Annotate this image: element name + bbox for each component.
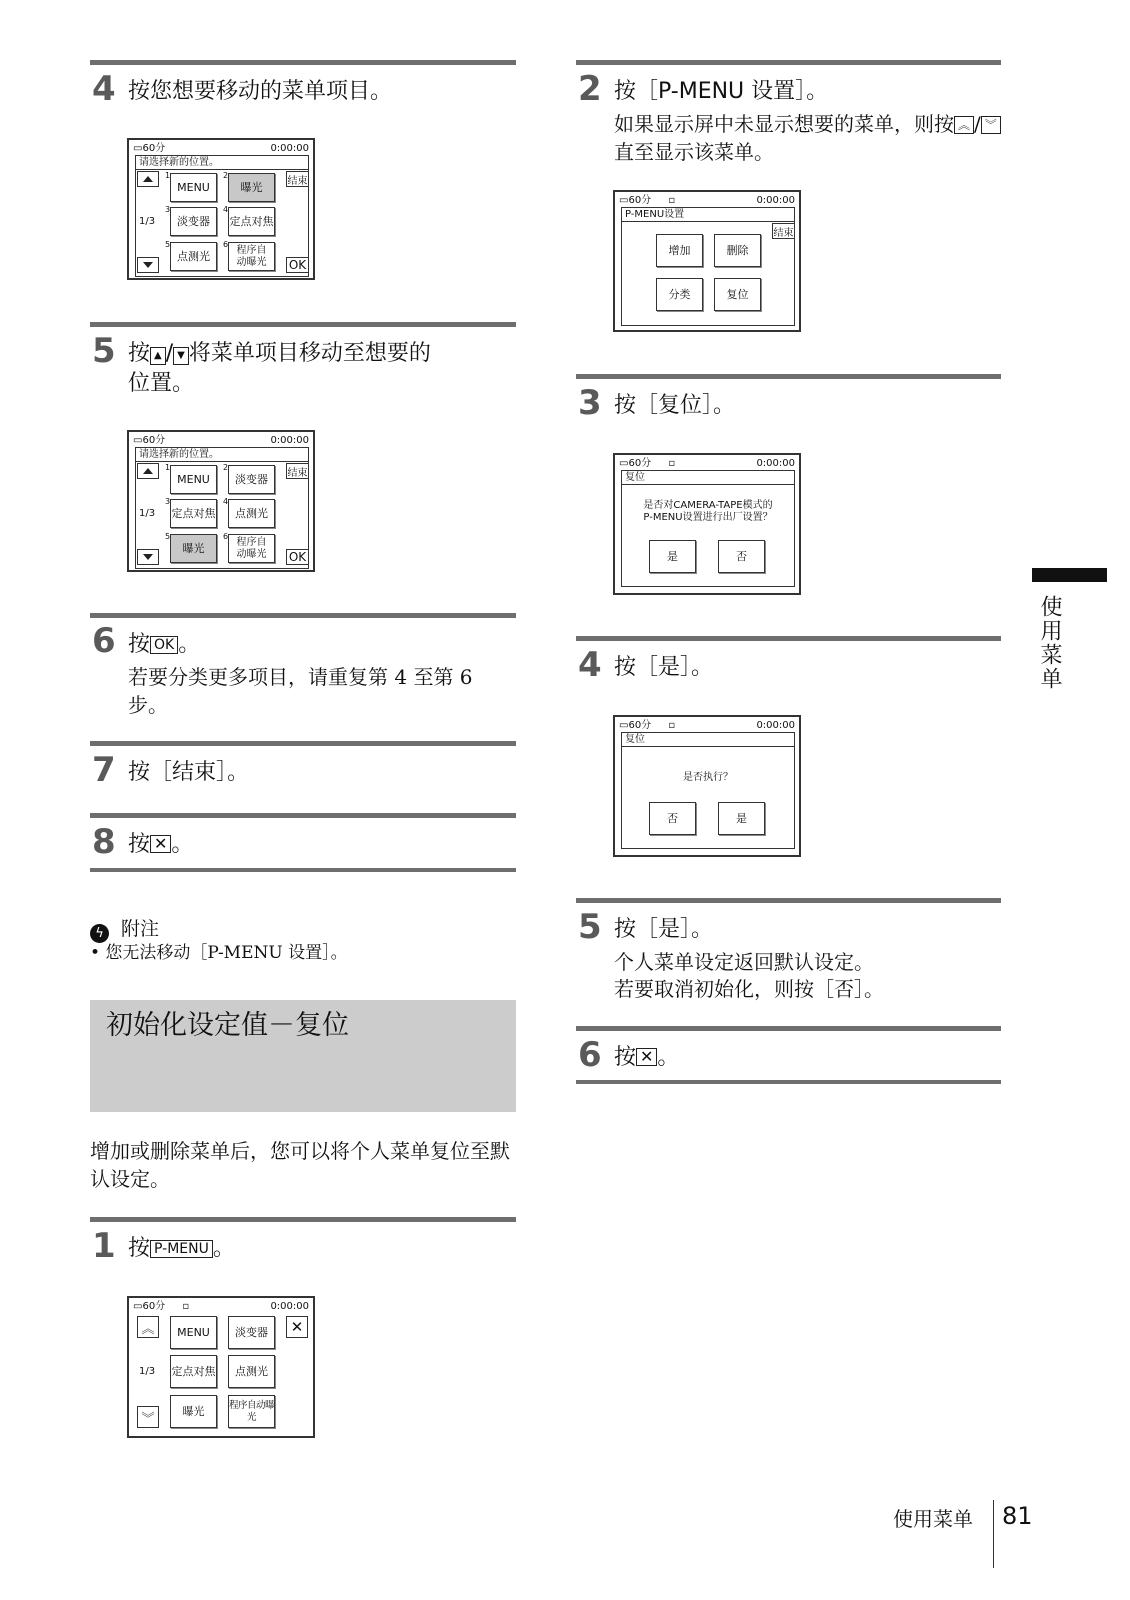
page-indicator: 1/3 bbox=[139, 1366, 156, 1377]
yes-button[interactable]: 是 bbox=[718, 802, 765, 835]
tape-icon: ▫ bbox=[668, 458, 676, 469]
step-number: 3 bbox=[578, 383, 602, 423]
step-divider bbox=[90, 60, 516, 65]
close-key-icon: ✕ bbox=[150, 835, 171, 853]
confirm-message: 是否对CAMERA-TAPE模式的 P-MENU设置进行出厂设置？ bbox=[643, 500, 773, 523]
note-item: • 您无法移动［P-MENU 设置］。 bbox=[90, 943, 348, 963]
battery-status: ▭60分 ▫ bbox=[133, 1301, 190, 1312]
lcd-screen-moved-item: ▭60分 0:00:00 请选择新的位置。 1/3 结束 OK 1 2 3 4 5 6 MENU 淡变器 定点对焦 点测光 曝光 程序自动曝光 bbox=[127, 430, 315, 572]
step-divider bbox=[576, 1026, 1001, 1031]
step-divider bbox=[90, 813, 516, 818]
step-body: 若要取消初始化，则按［否］。 bbox=[614, 977, 884, 1001]
ok-key: OK bbox=[150, 636, 178, 654]
lcd-screen-reset-confirm bbox=[613, 453, 801, 595]
arrow-down-icon bbox=[143, 554, 153, 560]
note-heading: ϟ 附注 bbox=[90, 917, 159, 943]
down-key: ▼ bbox=[173, 347, 189, 365]
step-heading: 按 ✕ 。 bbox=[128, 832, 194, 857]
end-button[interactable]: 结束 bbox=[772, 223, 795, 239]
ok-button[interactable]: OK bbox=[286, 257, 309, 273]
page-number: 81 bbox=[1002, 1502, 1033, 1530]
arrow-down-icon bbox=[143, 262, 153, 268]
step-number: 6 bbox=[578, 1035, 602, 1075]
menu-item-button[interactable]: 点测光 bbox=[228, 1355, 275, 1388]
panel-title: 复位 bbox=[625, 734, 645, 745]
step-heading-line2: 位置。 bbox=[128, 371, 195, 396]
menu-item-button-selected[interactable]: 曝光 bbox=[170, 534, 217, 563]
tape-icon: ▫ bbox=[668, 195, 676, 206]
page-up-button[interactable] bbox=[137, 1316, 159, 1338]
menu-item-button[interactable]: MENU bbox=[170, 1316, 217, 1349]
chapter-label: 使用菜单 bbox=[1037, 595, 1062, 691]
yes-button[interactable]: 是 bbox=[649, 540, 696, 573]
sort-button[interactable]: 分类 bbox=[656, 278, 703, 311]
end-button[interactable]: 结束 bbox=[286, 463, 309, 479]
scroll-down-button[interactable] bbox=[137, 549, 159, 565]
step-number: 4 bbox=[92, 69, 116, 109]
page-indicator: 1/3 bbox=[139, 508, 156, 519]
menu-item-button[interactable]: MENU bbox=[170, 465, 217, 494]
arrow-up-icon bbox=[143, 176, 153, 182]
menu-item-button[interactable]: 定点对焦 bbox=[228, 207, 275, 236]
step-heading: 按［是］。 bbox=[614, 917, 714, 942]
step-number: 6 bbox=[92, 621, 116, 661]
footer-divider bbox=[993, 1500, 994, 1568]
step-heading: 按［结束］。 bbox=[128, 760, 250, 785]
lcd-screen-execute-confirm bbox=[613, 715, 801, 857]
timecode: 0:00:00 bbox=[756, 195, 795, 206]
menu-item-button[interactable]: 淡变器 bbox=[228, 1316, 275, 1349]
timecode: 0:00:00 bbox=[756, 458, 795, 469]
battery-status: ▭60分 bbox=[133, 143, 166, 154]
timecode: 0:00:00 bbox=[270, 1301, 309, 1312]
page-down-button[interactable] bbox=[137, 1406, 159, 1428]
section-intro: 增加或删除菜单后，您可以将个人菜单复位至默认设定。 bbox=[90, 1139, 510, 1191]
step-heading: 按 OK 。 bbox=[128, 632, 201, 657]
step-divider bbox=[90, 741, 516, 746]
reset-panel bbox=[621, 732, 795, 849]
menu-item-button[interactable]: MENU bbox=[170, 173, 217, 202]
end-button[interactable]: 结束 bbox=[286, 171, 309, 187]
panel-title: P-MENU设置 bbox=[625, 209, 685, 220]
step-divider bbox=[576, 898, 1001, 903]
double-chevron-down-key-icon: ︾ bbox=[981, 116, 1001, 134]
step-number: 5 bbox=[92, 331, 116, 371]
step-number: 1 bbox=[92, 1226, 116, 1266]
menu-item-button[interactable]: 程序自动曝光 bbox=[228, 534, 275, 563]
menu-item-button-selected[interactable]: 曝光 bbox=[228, 173, 275, 202]
panel-title: 请选择新的位置。 bbox=[139, 449, 219, 460]
battery-status: ▭60分 bbox=[133, 435, 166, 446]
page-indicator: 1/3 bbox=[139, 216, 156, 227]
step-body: 如果显示屏中未显示想要的菜单，则按 ︽ / ︾直至显示该菜单。 bbox=[614, 110, 1006, 166]
scroll-down-button[interactable] bbox=[137, 257, 159, 273]
close-button[interactable] bbox=[286, 1316, 308, 1338]
section-header-box bbox=[90, 1000, 516, 1112]
double-chevron-up-icon: ︽ bbox=[141, 1321, 155, 1337]
tape-icon: ▫ bbox=[668, 720, 676, 731]
step-divider bbox=[90, 613, 516, 618]
menu-panel bbox=[135, 447, 309, 569]
step-number: 8 bbox=[92, 822, 116, 862]
menu-item-button[interactable]: 定点对焦 bbox=[170, 1355, 217, 1388]
step-heading: 按［复位］。 bbox=[614, 393, 736, 418]
step-divider bbox=[576, 636, 1001, 641]
lcd-screen-p-menu-settings bbox=[613, 190, 801, 332]
ok-button[interactable]: OK bbox=[286, 549, 309, 565]
step-divider bbox=[90, 322, 516, 327]
timecode: 0:00:00 bbox=[270, 435, 309, 446]
chapter-tab-marker bbox=[1032, 568, 1107, 582]
menu-item-button[interactable]: 淡变器 bbox=[228, 465, 275, 494]
step-heading: 按 ▲ / ▼ 将菜单项目移动至想要的 bbox=[128, 341, 431, 366]
up-key: ▲ bbox=[150, 347, 166, 365]
step-heading: 按［P-MENU 设置］。 bbox=[614, 79, 829, 104]
note-icon: ϟ bbox=[90, 924, 109, 943]
section-title: 初始化设定值－复位 bbox=[106, 1010, 349, 1041]
scroll-up-button[interactable] bbox=[137, 463, 159, 479]
menu-item-button[interactable]: 点测光 bbox=[228, 499, 275, 528]
battery-status: ▭60分 ▫ bbox=[619, 195, 676, 206]
step-number: 4 bbox=[578, 645, 602, 685]
battery-status: ▭60分 ▫ bbox=[619, 720, 676, 731]
menu-item-button[interactable]: 定点对焦 bbox=[170, 499, 217, 528]
step-heading: 按［是］。 bbox=[614, 655, 714, 680]
battery-status: ▭60分 ▫ bbox=[619, 458, 676, 469]
delete-button[interactable]: 删除 bbox=[714, 234, 761, 267]
step-body: 个人菜单设定返回默认设定。 bbox=[614, 950, 874, 974]
menu-item-button[interactable]: 点测光 bbox=[170, 242, 217, 271]
menu-item-button[interactable]: 程序自动曝光 bbox=[228, 1395, 275, 1428]
no-button[interactable]: 否 bbox=[649, 802, 696, 835]
step-number: 7 bbox=[92, 750, 116, 790]
lcd-screen-p-menu bbox=[127, 1296, 315, 1438]
step-divider bbox=[576, 60, 1001, 65]
step-heading: 按 ✕ 。 bbox=[614, 1045, 680, 1070]
step-body: 若要分类更多项目，请重复第 4 至第 6 步。 bbox=[128, 665, 473, 717]
step-heading: 按 P-MENU 。 bbox=[128, 1236, 235, 1261]
timecode: 0:00:00 bbox=[270, 143, 309, 154]
close-key-icon: ✕ bbox=[636, 1048, 657, 1066]
step-divider bbox=[90, 1217, 516, 1222]
confirm-message: 是否执行？ bbox=[683, 772, 733, 783]
reset-button[interactable]: 复位 bbox=[714, 278, 761, 311]
menu-panel bbox=[135, 155, 309, 277]
tape-icon: ▫ bbox=[182, 1301, 190, 1312]
double-chevron-down-icon: ︾ bbox=[141, 1411, 155, 1427]
lcd-screen-move-item: ▭60分 0:00:00 请选择新的位置。 1/3 结束 OK 1 2 3 4 5 6 MENU 曝光 淡变器 定点对焦 点测光 程序自动曝光 bbox=[127, 138, 315, 280]
menu-item-button[interactable]: 淡变器 bbox=[170, 207, 217, 236]
close-icon: ✕ bbox=[290, 1318, 304, 1336]
double-chevron-up-key-icon: ︽ bbox=[954, 116, 974, 134]
step-heading: 按您想要移动的菜单项目。 bbox=[128, 79, 393, 104]
no-button[interactable]: 否 bbox=[718, 540, 765, 573]
panel-title: 请选择新的位置。 bbox=[139, 157, 219, 168]
footer-chapter-label: 使用菜单 bbox=[893, 1507, 973, 1531]
scroll-up-button[interactable] bbox=[137, 171, 159, 187]
menu-item-button[interactable]: 程序自动曝光 bbox=[228, 242, 275, 271]
step-number: 2 bbox=[578, 69, 602, 109]
p-menu-key: P-MENU bbox=[150, 1240, 213, 1258]
add-button[interactable]: 增加 bbox=[656, 234, 703, 267]
step-divider bbox=[90, 868, 516, 872]
step-divider bbox=[576, 1080, 1001, 1084]
menu-item-button[interactable]: 曝光 bbox=[170, 1395, 217, 1428]
step-divider bbox=[576, 374, 1001, 379]
settings-panel bbox=[621, 207, 795, 326]
timecode: 0:00:00 bbox=[756, 720, 795, 731]
arrow-up-icon bbox=[143, 468, 153, 474]
step-number: 5 bbox=[578, 907, 602, 947]
panel-title: 复位 bbox=[625, 472, 645, 483]
reset-panel bbox=[621, 470, 795, 587]
